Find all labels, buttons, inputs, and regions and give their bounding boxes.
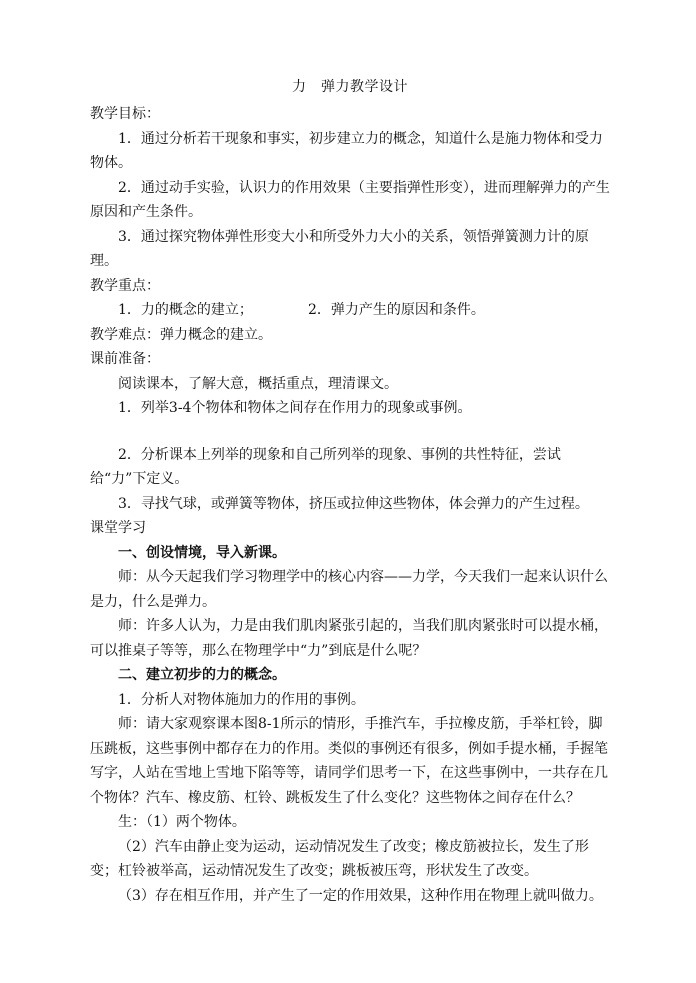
blank-space (90, 421, 610, 443)
objective-item-3: 3．通过探究物体弹性形变大小和所受外力大小的关系，领悟弹簧测力计的原理。 (90, 228, 589, 269)
objectives-heading: 教学目标： (90, 106, 160, 122)
classroom-heading: 课堂学习 (90, 520, 146, 536)
preparation-item-1: 1．列举3-4个物体和物体之间存在作用力的现象或事例。 (118, 400, 472, 416)
objective-item-1: 1．通过分析若干现象和事实，初步建立力的概念，知道什么是施力物体和受力物体。 (90, 130, 603, 171)
section-2-paragraph-1: 师：请大家观察课本图8-1所示的情形，手推汽车，手拉橡皮筋，手举杠铃，脚压跳板，这些事例中都存在力的作用。类似的事例还有很多，例如手提水桶，手握笔写字，人站在雪地上雪地下陷等等，请同学们思考一下，在这些事例中，一共存在几个物体？汽车、橡皮筋、杠铃、跳板发生了什么变化？这些物体之间存在什么？ (90, 716, 608, 806)
preparation-intro: 阅读课本，了解大意，概括重点，理清课文。 (118, 375, 398, 392)
preparation-item-2: 2．分析课本上列举的现象和自己所列举的现象、事例的共性特征，尝试给“力”下定义。 (90, 446, 561, 487)
key-points-row (90, 298, 610, 323)
page-title: 力 弹力教学设计 (292, 79, 408, 95)
section-2-heading: 二、建立初步的力的概念。 (118, 667, 286, 683)
section-1-paragraph-2: 师：许多人认为，力是由我们肌肉紧张引起的，当我们肌肉紧张时可以提水桶，可以推桌子等等，那么在物理学中“力”到底是什么呢？ (90, 618, 608, 659)
preparation-heading: 课前准备： (90, 351, 160, 367)
answer-1: 生：（1）两个物体。 (118, 814, 246, 830)
section-1-heading: 一、创设情境，导入新课。 (118, 544, 286, 561)
key-point-2: 2．弹力产生的原因和条件。 (308, 302, 485, 318)
section-1-paragraph-1: 师：从今天起我们学习物理学中的核心内容——力学，今天我们一起来认识什么是力，什么是弹力。 (90, 569, 608, 610)
key-point-1: 1．力的概念的建立； (118, 302, 253, 318)
difficulty-line: 教学难点：弹力概念的建立。 (90, 326, 272, 343)
answer-3: （3）存在相互作用，并产生了一定的作用效果，这种作用在物理上就叫做力。 (118, 887, 603, 904)
document-body (90, 76, 610, 908)
preparation-item-3: 3．寻找气球，或弹簧等物体，挤压或拉伸这些物体，体会弹力的产生过程。 (118, 495, 589, 512)
key-points-heading: 教学重点： (90, 277, 160, 294)
answer-2: （2）汽车由静止变为运动，运动情况发生了改变；橡皮筋被拉长，发生了形变；杠铃被举高，运动情况发生了改变；跳板被压弯，形状发生了改变。 (90, 838, 589, 879)
section-2-sub-1: 1．分析人对物体施加力的作用的事例。 (118, 691, 365, 708)
objective-item-2: 2．通过动手实验，认识力的作用效果（主要指弹性形变），进而理解弹力的产生原因和产生条件。 (90, 179, 610, 220)
